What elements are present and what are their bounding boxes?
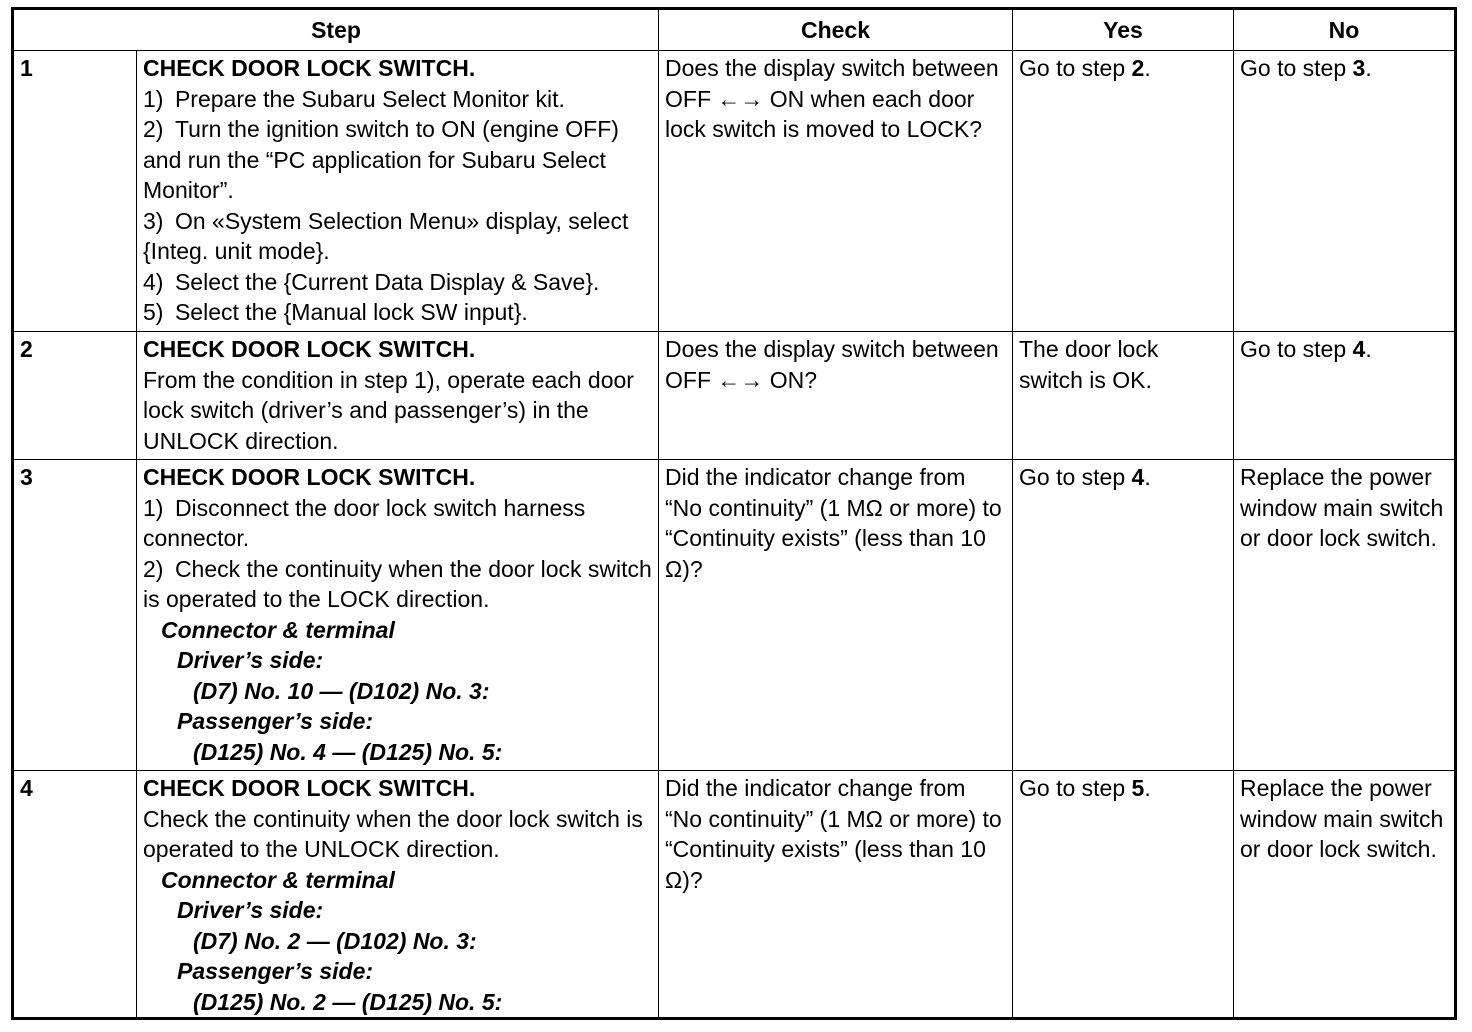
step-title: CHECK DOOR LOCK SWITCH. [143,336,476,362]
yes-text: Go to step 5. [1013,771,1234,1019]
driver-side-value: (D7) No. 2 — (D102) No. 3: [193,927,477,954]
passenger-side-label: Passenger’s side: [177,708,374,734]
no-text: Go to step 3. [1234,51,1456,332]
step-line: 4) Select the {Current Data Display & Save}. [143,268,600,295]
no-text: Go to step 4. [1234,332,1456,460]
no-text: Replace the power window main switch or door lock switch. [1234,771,1456,1019]
driver-side-value: (D7) No. 10 — (D102) No. 3: [193,677,490,704]
step-line: 5) Select the {Manual lock SW input}. [143,299,528,325]
step-title: CHECK DOOR LOCK SWITCH. [143,55,476,81]
table-row [13,771,1456,1019]
header-no: No [1234,9,1456,51]
step-line: 2) Turn the ignition switch to ON (engine OFF) and run the “PC application for Subaru Select Monitor”. [143,116,619,203]
step-description [137,332,659,460]
table-row [13,332,1456,460]
table-row [13,460,1456,771]
header-row [13,9,1456,51]
step-description [137,460,659,771]
check-text: Did the indicator change from “No continuity” (1 MΩ or more) to “Continuity exists” (less than 10 Ω)? [659,771,1013,1019]
check-text: Did the indicator change from “No continuity” (1 MΩ or more) to “Continuity exists” (less than 10 Ω)? [659,460,1013,771]
header-step: Step [13,9,659,51]
table-row [13,51,1456,332]
step-number: 2 [13,332,137,460]
step-number: 1 [13,51,137,332]
step-line: 2) Check the continuity when the door lock switch is operated to the LOCK direction. [143,555,652,612]
passenger-side-label: Passenger’s side: [177,958,374,984]
connector-terminal-heading: Connector & terminal [161,866,395,893]
passenger-side-value: (D125) No. 2 — (D125) No. 5: [193,988,503,1015]
yes-text: The door lock switch is OK. [1013,332,1234,460]
connector-terminal-heading: Connector & terminal [161,616,395,643]
yes-text: Go to step 2. [1013,51,1234,332]
step-number: 3 [13,460,137,771]
driver-side-label: Driver’s side: [177,647,324,673]
check-text: Does the display switch between OFF ←→ ON when each door lock switch is moved to LOCK? [659,51,1013,332]
step-line: 1) Disconnect the door lock switch harness connector. [143,494,586,551]
yes-text: Go to step 4. [1013,460,1234,771]
step-number: 4 [13,771,137,1019]
step-description [137,771,659,1019]
check-text: Does the display switch between OFF ←→ ON? [659,332,1013,460]
step-description [137,51,659,332]
step-title: CHECK DOOR LOCK SWITCH. [143,775,476,801]
step-line: 1) Prepare the Subaru Select Monitor kit. [143,85,565,112]
driver-side-label: Driver’s side: [177,897,324,923]
no-text: Replace the power window main switch or door lock switch. [1234,460,1456,771]
step-line: Check the continuity when the door lock switch is operated to the UNLOCK direction. [143,805,643,862]
diagnostic-table [11,7,1457,1020]
step-title: CHECK DOOR LOCK SWITCH. [143,464,476,490]
step-line: 3) On «System Selection Menu» display, select {Integ. unit mode}. [143,207,629,264]
header-check: Check [659,9,1013,51]
step-line: From the condition in step 1), operate each door lock switch (driver’s and passenger’s) in the UNLOCK direction. [143,366,634,454]
header-yes: Yes [1013,9,1234,51]
passenger-side-value: (D125) No. 4 — (D125) No. 5: [193,738,503,765]
